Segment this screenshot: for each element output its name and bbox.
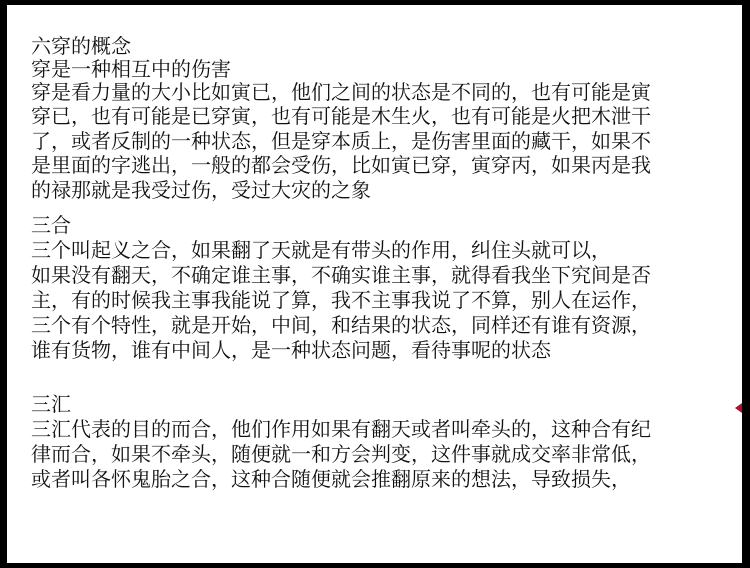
text-line: 谁有货物，谁有中间人，是一种状态问题，看待事呢的状态 xyxy=(31,338,551,362)
heading-liuchuan-concept: 六穿的概念 xyxy=(31,34,131,58)
text-line: 的禄那就是我受过伤，受过大灾的之象 xyxy=(31,178,371,202)
text-line: 主，有的时候我主事我能说了算，我不主事我说了不算，别人在运作， xyxy=(31,288,651,312)
text-line: 了，或者反制的一种状态，但是穿本质上，是伤害里面的藏干，如果不 xyxy=(31,129,651,153)
text-line: 三个有个特性，就是开始，中间，和结果的状态，同样还有谁有资源， xyxy=(31,313,651,337)
document-slide xyxy=(7,5,742,563)
text-line: 或者叫各怀鬼胎之合，这种合随便就会推翻原来的想法，导致损失， xyxy=(31,467,631,491)
heading-sanhe: 三合 xyxy=(31,213,71,237)
text-line: 穿已，也有可能是已穿寅，也有可能是木生火，也有可能是火把木泄干 xyxy=(31,104,651,128)
text-line: 穿是看力量的大小比如寅已，他们之间的状态是不同的，也有可能是寅 xyxy=(31,80,651,104)
text-line: 三个叫起义之合，如果翻了天就是有带头的作用，纠住头就可以， xyxy=(31,238,611,262)
text-line: 如果没有翻天，不确定谁主事，不确实谁主事，就得看我坐下究间是否 xyxy=(31,263,651,287)
heading-sanhui: 三汇 xyxy=(31,392,71,416)
subheading-chuan-definition: 穿是一种相互中的伤害 xyxy=(31,57,231,81)
text-line: 是里面的字逃出，一般的都会受伤，比如寅已穿，寅穿丙，如果丙是我 xyxy=(31,153,651,177)
text-line: 三汇代表的目的而合，他们作用如果有翻天或者叫牵头的，这种合有纪 xyxy=(31,417,651,441)
text-line: 律而合，如果不牵头，随便就一和方会判变，这件事就成交率非常低， xyxy=(31,442,651,466)
slide-marker-arrow-icon xyxy=(735,403,742,413)
